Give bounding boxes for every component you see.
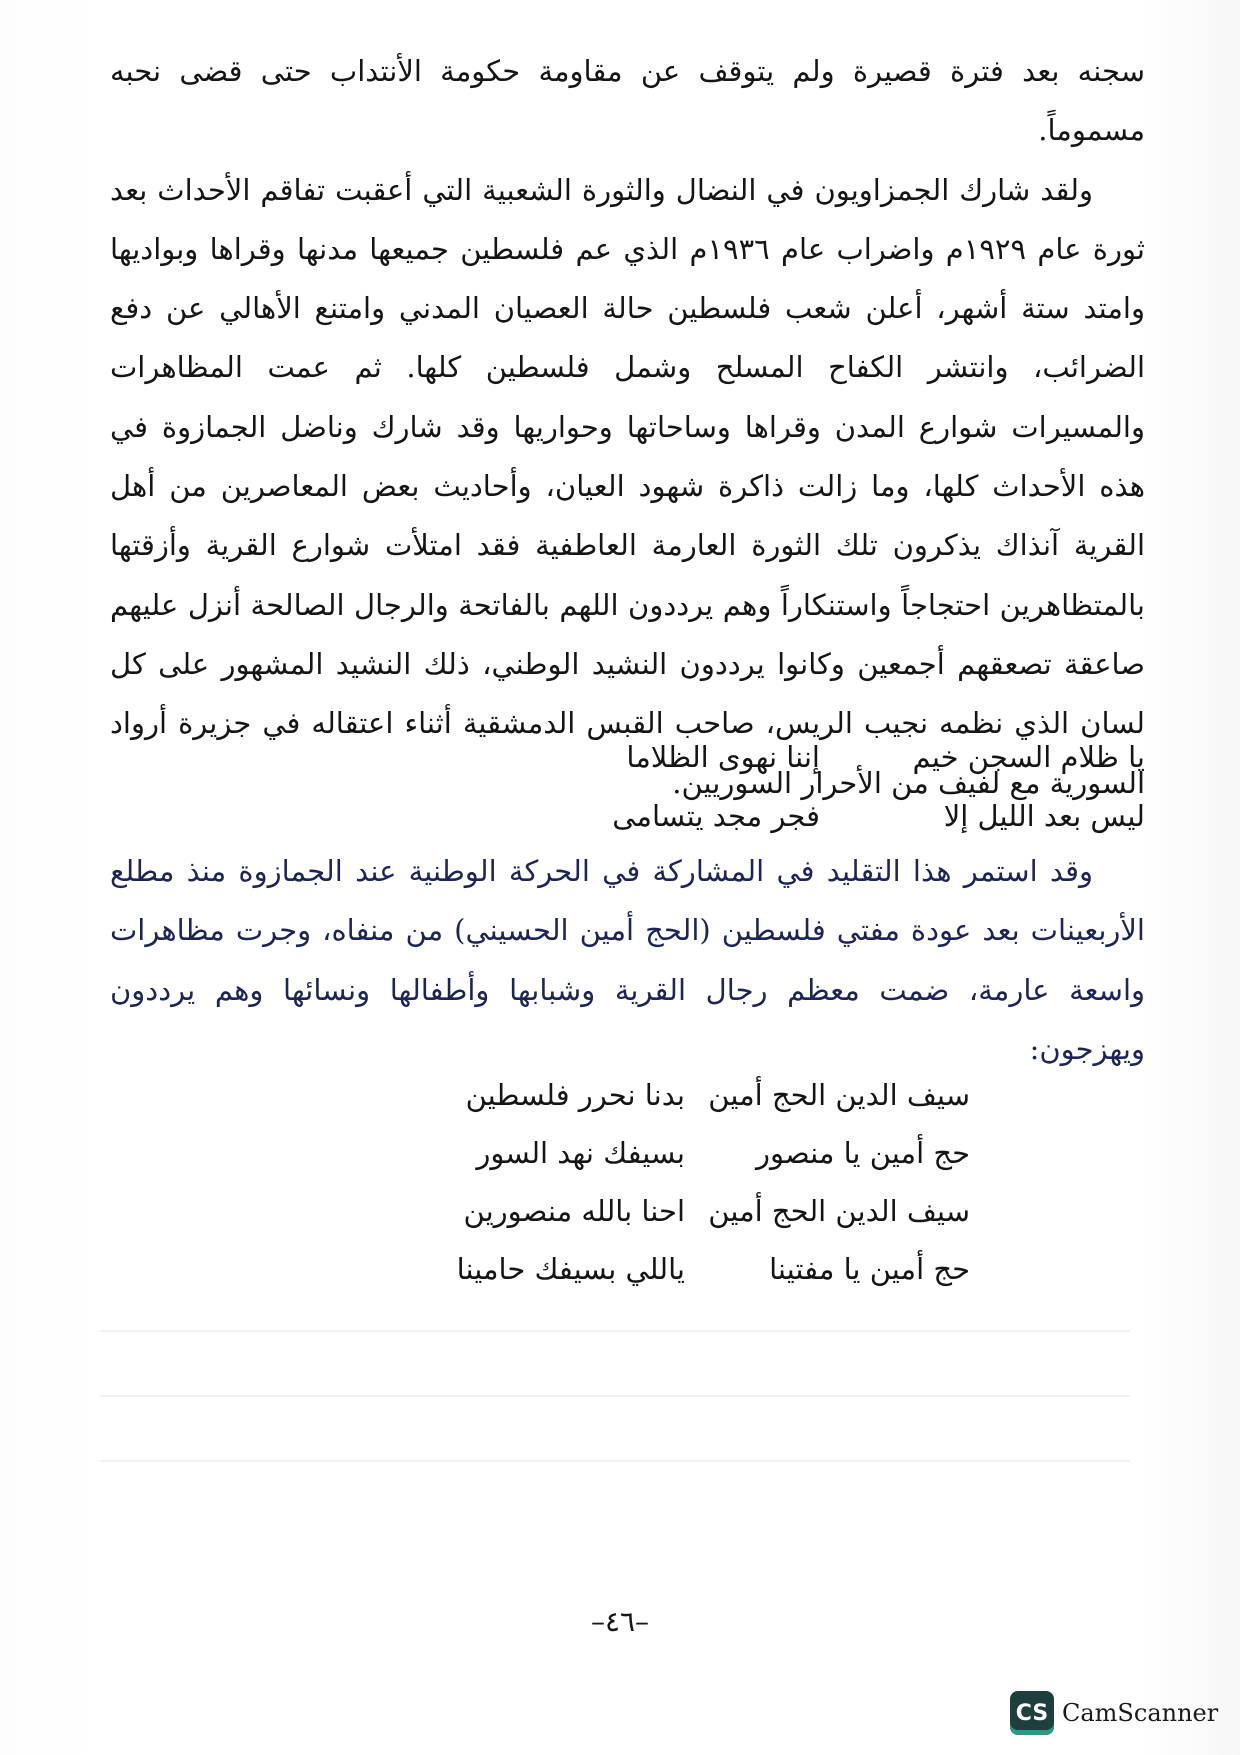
- paragraph-participation: ولقد شارك الجمزاويون في النضال والثورة الشعبية التي أعقبت تفاقم الأحداث بعد ثورة عام ١٩٢٩م واضراب عام ١٩٣٦م الذي عم فلسطين جميعها مدنها وقراها وبواديها وامتد ستة أشهر، أعلن شعب فلسطين حالة العصيان المدني وامتنع الأهالي عن دفع الضرائب، وانتشر الكفاح المسلح وشمل فلسطين كلها. ثم عمت المظاهرات والمسيرات شوارع المدن وقراها وساحاتها وحواريها وقد شارك وناضل الجمازوة في هذه الأحداث كلها، وما زالت ذاكرة شهود العيان، وأحاديث بعض المعاصرين من أهل القرية آنذاك يذكرون تلك الثورة العارمة العاطفية فقد امتلأت شوارع القرية وأزقتها بالمتظاهرين احتجاجاً واستنكاراً وهم يرددون اللهم بالفاتحة والرجال الصالحة أنزل عليهم صاعقة تصعقهم أجمعين وكانوا يرددون النشيد الوطني، ذلك النشيد المشهور على كل لسان الذي نظمه نجيب الريس، صاحب القبس الدمشقية أثناء اعتقاله في جزيرة أرواد السورية مع لفيف من الأحرار السوريين.: [110, 172, 1146, 800]
- paragraph-forties: وقد استمر هذا التقليد في المشاركة في الحركة الوطنية عند الجمازوة منذ مطلع الأربعينات بعد عودة مفتي فلسطين (الحج أمين الحسيني) من منفاه، وجرت مظاهرات واسعة عارمة، ضمت معظم رجال القرية وشبابها وأطفالها ونسائها وهم يرددون ويهزجون:: [110, 854, 1145, 1066]
- bleed-through-line: [100, 1460, 1130, 1462]
- chant-verse-2: [385, 1136, 970, 1170]
- anthem-verse-2: [520, 799, 1145, 833]
- page-number: –٤٦–: [590, 1605, 650, 1638]
- verse-hemistich-second: ياللي بسيفك حامينا: [456, 1252, 685, 1286]
- camscanner-watermark: [1010, 1688, 1225, 1738]
- verse-hemistich-second: بسيفك نهد السور: [476, 1136, 685, 1170]
- bleed-through-line: [100, 1395, 1130, 1397]
- verse-hemistich-first: سيف الدين الحج أمين: [708, 1078, 970, 1112]
- paragraph-continuation: سجنه بعد فترة قصيرة ولم يتوقف عن مقاومة حكومة الأنتداب حتى قضى نحبه مسموماً.: [110, 54, 1145, 148]
- verse-hemistich-first: ليس بعد الليل إلا: [943, 799, 1145, 833]
- chant-verse-3: [385, 1194, 970, 1228]
- verse-hemistich-first: حج أمين يا منصور: [755, 1136, 970, 1170]
- verse-hemistich-second: إننا نهوى الظلاما: [626, 740, 820, 774]
- body-text: [110, 42, 1145, 813]
- verse-hemistich-first: سيف الدين الحج أمين: [708, 1194, 970, 1228]
- verse-hemistich-first: يا ظلام السجن خيم: [912, 740, 1145, 774]
- chant-verse-4: [385, 1252, 970, 1286]
- verse-hemistich-first: حج أمين يا مفتينا: [769, 1252, 970, 1286]
- verse-hemistich-second: بدنا نحرر فلسطين: [465, 1078, 685, 1112]
- anthem-verse-1: [520, 740, 1145, 774]
- chant-verse-1: [385, 1078, 970, 1112]
- camscanner-name: CamScanner: [1062, 1699, 1219, 1727]
- verse-hemistich-second: فجر مجد يتسامى: [612, 799, 820, 833]
- body-text-continued: [110, 842, 1145, 1079]
- verse-hemistich-second: احنا بالله منصورين: [463, 1194, 685, 1228]
- bleed-through-line: [100, 1330, 1130, 1332]
- camscanner-logo-icon: CS: [1010, 1691, 1054, 1735]
